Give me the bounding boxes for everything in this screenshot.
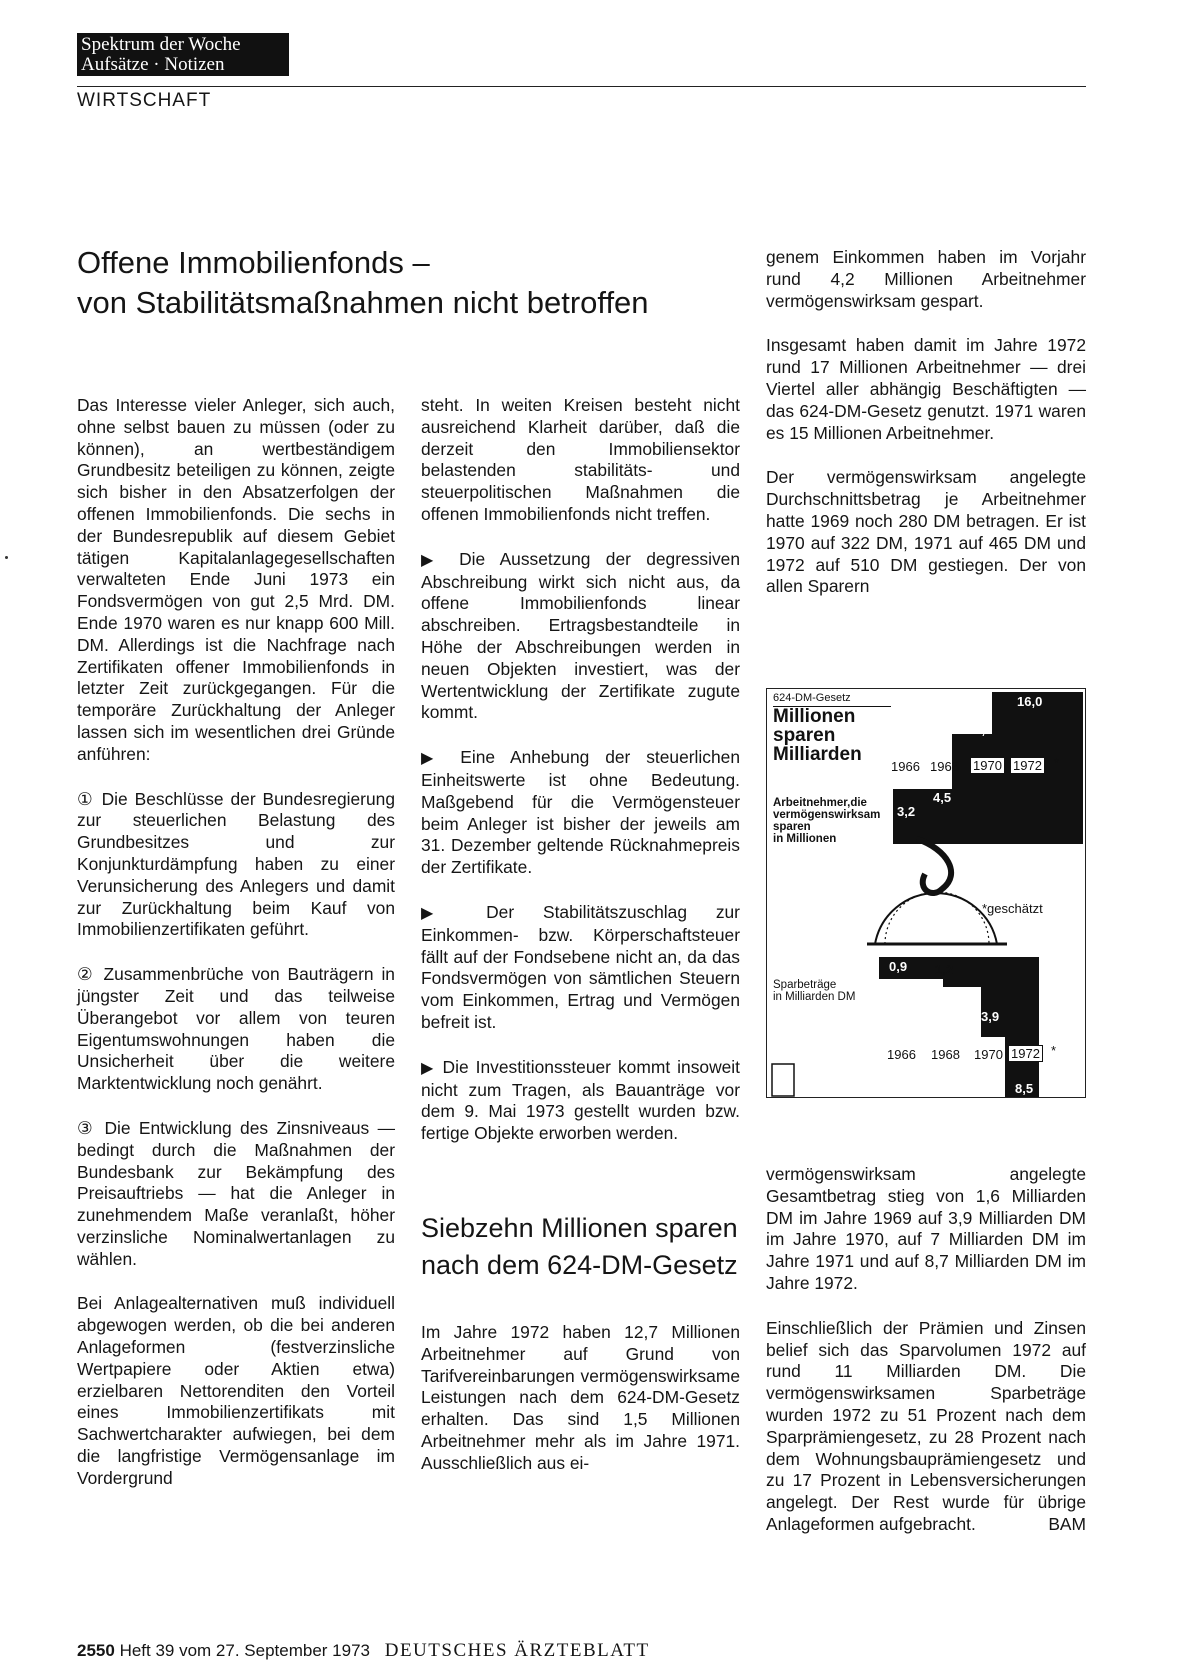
data-label-top-1970: 12,1 [967, 722, 993, 737]
paragraph: Insgesamt haben damit im Jahre 1972 rund 17 Millionen Arbeitnehmer — drei Viertel aller abhängig Beschäftigten — das 624-DM-Gesetz genutzt. 1971 waren es 15 Millionen Arbeitnehmer. [766, 335, 1086, 443]
chart-title [773, 707, 862, 764]
triangle-bullet-icon: ▶ [421, 750, 445, 768]
bar-top-1970 [952, 734, 992, 844]
tick-label-bottom-1966: 1966 [887, 1047, 916, 1062]
chart-title-line: sparen [773, 725, 836, 746]
tick-label-top-1968: 1968 [930, 759, 959, 774]
series-label-line: sparen [773, 821, 811, 833]
data-label-bottom-1970: 3,9 [981, 1009, 1000, 1024]
paragraph: steht. In weiten Kreisen besteht nicht ausreichend Klarheit darüber, daß die derzeit den Immobiliensektor belastenden stabilitäts- und steuerpolitischen Maßnahmen die offenen Immobilienfonds nicht treffen. [421, 395, 740, 524]
paragraph-text: Einschließlich der Prämien und Zinsen belief sich das Sparvolumen 1972 auf rund 11 Milliarden DM. Die vermögenswirksamen Sparbeträge wurden 1972 zu 51 Prozent nach dem Sparprämiengesetz, zu 28 Prozent nach dem Wohnungsbauprämiengesetz und zu 17 Prozent in Lebensversicherungen angelegt. Der Rest wurde für übrige Anlageformen aufgebracht. [766, 1317, 1086, 1534]
numeral-2-icon: ② [77, 964, 96, 985]
data-label-top-1968: 4,5 [933, 790, 952, 805]
chart-key: 624-DM-Gesetz [773, 692, 851, 704]
series-label-arbeitnehmer [773, 797, 880, 845]
tick-label-top-1966: 1966 [891, 759, 920, 774]
legend-box [772, 1064, 794, 1096]
bullet-item-4 [421, 1057, 740, 1145]
paragraph [766, 1318, 1086, 1536]
header-rule [77, 86, 1086, 87]
numeral-1-icon: ① [77, 788, 95, 809]
bullet-item-2 [421, 747, 740, 879]
paragraph: Im Jahre 1972 haben 12,7 Millionen Arbeitnehmer auf Grund von Tarifvereinbarungen vermögenswirksame Leistungen nach dem 624-DM-Gesetz erhalten. Das sind 1,5 Millionen Arbeitnehmer mehr als im Jahre 1971. Ausschließlich aus ei- [421, 1321, 740, 1473]
chart [766, 688, 1086, 1098]
numeral-3-icon: ③ [77, 1117, 97, 1138]
issue-info: Heft 39 vom 27. September 1973 [119, 1641, 370, 1660]
author-signature: BAM [1048, 1513, 1086, 1534]
masthead-line2: Aufsätze · Notizen [81, 54, 225, 75]
paragraph: genem Einkommen haben im Vorjahr rund 4,2 Millionen Arbeitnehmer vermögenswirksam gespart. [766, 247, 1086, 311]
series-label-line: vermögenswirksam [773, 809, 881, 821]
column-1 [77, 395, 395, 1513]
column-2 [421, 395, 740, 1497]
bar-top-gap [912, 734, 952, 744]
triangle-bullet-icon: ▶ [421, 551, 444, 569]
triangle-bullet-icon: ▶ [421, 904, 458, 922]
tick-label-top-1972: 1972 [1010, 757, 1045, 774]
reason-3-text: Die Entwicklung des Zinsniveaus — bedingt durch die Maßnahmen der Bundesbank zur Bekämpfung des Preisauftriebs — hat die Anleger in zunehmendem Maße veranlaßt, höher verzinsliche Nominalwertanlagen zu wählen. [77, 1117, 395, 1269]
bar-bottom-1972 [1005, 957, 1039, 1097]
estimate-note: *geschätzt [982, 901, 1043, 916]
coin-illustration [867, 839, 1007, 944]
column-3-bottom [766, 1164, 1086, 1559]
margin-dot [5, 556, 8, 559]
estimate-marker: * [1054, 755, 1060, 770]
article-headline [77, 243, 649, 323]
masthead-line1: Spektrum der Woche [81, 34, 241, 55]
estimate-marker: * [1051, 1043, 1057, 1058]
bullet-text: Eine Anhebung der steuerlichen Einheitswerte ist ohne Bedeutung. Maßgebend für die Vermögensteuer beim Anleger ist bisher der jeweils am 31. Dezember geltende Rücknahmepreis der Zertifikate. [421, 747, 740, 878]
paragraph: Das Interesse vieler Anleger, sich auch, ohne selbst bauen zu müssen (oder zu können), an wertbeständigem Grundbesitz beteiligen zu können, zeigte sich bisher in den Absatzerfolgen der offenen Immobilienfonds. Die sechs in der Bundesrepublik auf diesem Gebiet tätigen Kapitalanlagegesellschaften verwalteten Ende Juni 1973 ein Fondsvermögen von gut 2,5 Mrd. DM. Ende 1970 waren es nur knapp 600 Mill. DM. Allerdings ist die Nachfrage nach Zertifikaten offener Immobilienfonds in letzter Zeit zurückgegangen. Für die temporäre Zurückhaltung der Anleger lassen sich im wesentlichen drei Gründe anführen: [77, 395, 395, 764]
paragraph: Der vermögenswirksam angelegte Durchschnittsbetrag je Arbeitnehmer hatte 1969 noch 280 DM betragen. Er ist 1970 auf 322 DM, 1971 auf 465 DM und 1972 auf 510 DM gestiegen. Der von allen Sparern [766, 467, 1086, 597]
section-label: WIRTSCHAFT [77, 90, 212, 111]
headline-line1: Offene Immobilienfonds – [77, 245, 430, 280]
bar-bottom-1970 [981, 957, 1005, 1037]
series-label-line: in Milliarden DM [773, 991, 856, 1003]
headline-line2: von Stabilitätsmaßnahmen nicht betroffen [77, 285, 649, 320]
paragraph: vermögenswirksam angelegte Gesamtbetrag stieg von 1,6 Milliarden DM im Jahre 1969 auf 3,9 Milliarden DM im Jahre 1970, auf 7 Milliarden DM im Jahre 1971 und auf 8,7 Milliarden DM im Jahre 1972. [766, 1164, 1086, 1293]
page-footer [77, 1640, 650, 1662]
reason-2-text: Zusammenbrüche von Bauträgern in jüngster Zeit und das teilweise Überangebot vor allem von teuren Eigentumswohnungen haben die Unsicherheit über die weitere Marktentwicklung noch genährt. [77, 964, 395, 1094]
reason-3 [77, 1118, 395, 1271]
chart-title-line: Milliarden [773, 744, 862, 765]
data-label-top-1972: 16,0 [1017, 694, 1043, 709]
bullet-text: Der Stabilitätszuschlag zur Einkommen- bzw. Körperschaftsteuer fällt auf der Fondsebene nicht an, da das Fondsvermögen von sämtlichen Steuern vom Einkommen, Ertrag und Vermögen befreit ist. [421, 901, 740, 1032]
bullet-item-1 [421, 549, 740, 724]
series-label-line: in Millionen [773, 833, 837, 845]
data-label-bottom-1972: 8,5 [1015, 1081, 1034, 1096]
bullet-text: Die Aussetzung der degressiven Abschreibung wirkt sich nicht aus, da offene Immobilienfonds linear abschreiben. Ertragsbestandteile in Höhe der Abschreibungen werden in neuen Objekten investiert, was der Wertentwicklung der Zertifikate zugute kommt. [421, 548, 740, 723]
series-label-sparbetraege [773, 979, 855, 1003]
paragraph: Bei Anlagealternativen muß individuell abgewogen werden, ob die bei anderen Anlageformen (festverzinsliche Wertpapiere oder Aktien etwa) erzielbaren Nettorenditen den Vorteil eines Immobilienzertifikats mit Sachwertcharakter aufwiegen, bei dem die langfristige Vermögensanlage im Vordergrund [77, 1293, 395, 1488]
data-label-bottom-1968: 1,2 [935, 962, 954, 977]
bullet-text: Die Investitionssteuer kommt insoweit nicht zum Tragen, als Bauanträge vor dem 9. Mai 1973 gestellt wurden bzw. fertige Objekte erworben werden. [421, 1056, 741, 1144]
column-3-top [766, 247, 1086, 621]
tick-label-top-1970: 1970 [970, 757, 1005, 774]
series-label-line: Sparbeträge [773, 979, 837, 991]
tick-label-bottom-1970: 1970 [974, 1047, 1003, 1062]
page-number: 2550 [77, 1641, 115, 1660]
tick-label-bottom-1972: 1972 [1008, 1045, 1043, 1062]
triangle-bullet-icon: ▶ [421, 1059, 436, 1077]
data-label-top-1966: 3,2 [897, 804, 916, 819]
journal-name: DEUTSCHES ÄRZTEBLATT [384, 1640, 650, 1661]
tick-label-bottom-1968: 1968 [931, 1047, 960, 1062]
bullet-item-3 [421, 902, 740, 1034]
reason-1-text: Die Beschlüsse der Bundesregierung zur steuerlichen Belastung des Grundbesitzes und zur Konjunkturdämpfung haben zu einer Verunsicherung des Anlegers und damit zur Zurückhaltung beim Kauf von Immobilienzertifikaten geführt. [77, 788, 395, 940]
series-label-line: Arbeitnehmer,die [773, 797, 867, 809]
masthead [77, 33, 289, 76]
chart-title-line: Millionen [773, 706, 856, 727]
reason-1 [77, 789, 395, 942]
data-label-bottom-1966: 0,9 [889, 959, 908, 974]
reason-2 [77, 964, 395, 1095]
subheadline: Siebzehn Millionen sparen nach dem 624-DM-Gesetz [421, 1212, 738, 1280]
